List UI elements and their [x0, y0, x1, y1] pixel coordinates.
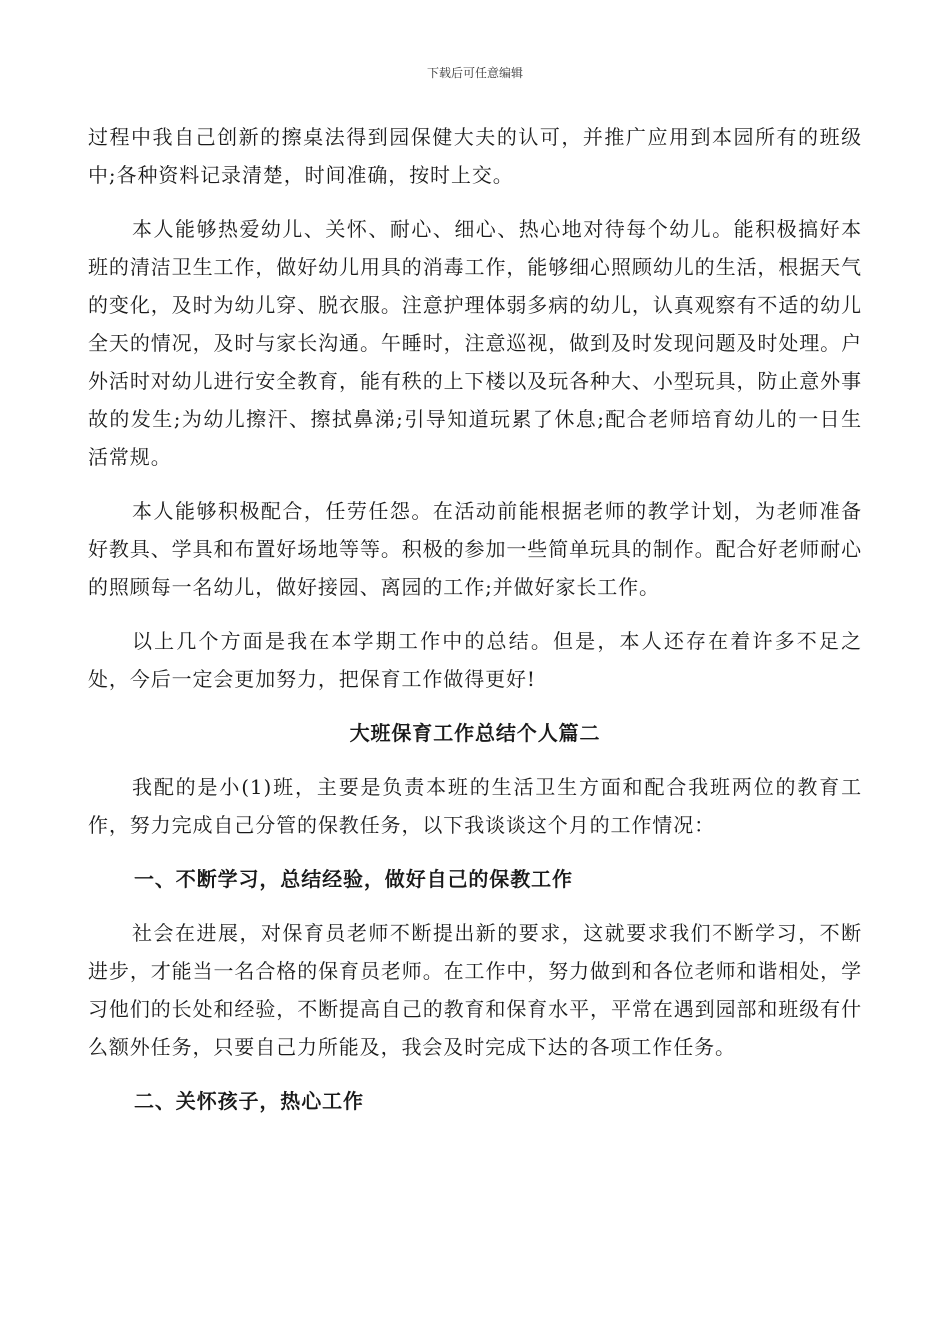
- paragraph-cooperation: 本人能够积极配合，任劳任怨。在活动前能根据老师的教学计划，为老师准备好教具、学具和布置好场地等等。积极的参加一些简单玩具的制作。配合好老师耐心的照顾每一名幼儿，做好接园、离园的工作;并做好家长工作。: [88, 499, 862, 599]
- paragraph-learning: 社会在进展，对保育员老师不断提出新的要求，这就要求我们不断学习，不断进步，才能当一名合格的保育员老师。在工作中，努力做到和各位老师和谐相处，学习他们的长处和经验，不断提高自己的教育和保育水平，平常在遇到园部和班级有什么额外任务，只要自己力所能及，我会及时完成下达的各项工作任务。: [88, 921, 862, 1059]
- paragraph-continued: 过程中我自己创新的擦桌法得到园保健大夫的认可，并推广应用到本园所有的班级中;各种资料记录清楚，时间准确，按时上交。: [88, 125, 862, 187]
- paragraph-intro: 我配的是小(1)班，主要是负责本班的生活卫生方面和配合我班两位的教育工作，努力完成自己分管的保教任务，以下我谈谈这个月的工作情况：: [88, 775, 862, 837]
- subheading-two: 二、关怀孩子，热心工作: [134, 1089, 364, 1113]
- paragraph-summary: 以上几个方面是我在本学期工作中的总结。但是，本人还存在着许多不足之处，今后一定会更加努力，把保育工作做得更好!: [88, 629, 862, 691]
- page-header: 下载后可任意编辑: [426, 66, 523, 80]
- subheading-one: 一、不断学习，总结经验，做好自己的保教工作: [134, 867, 573, 891]
- paragraph-care: 本人能够热爱幼儿、关怀、耐心、细心、热心地对待每个幼儿。能积极搞好本班的清洁卫生工作，做好幼儿用具的消毒工作，能够细心照顾幼儿的生活，根据天气的变化，及时为幼儿穿、脱衣服。注意护理体弱多病的幼儿，认真观察有不适的幼儿全天的情况，及时与家长沟通。午睡时，注意巡视，做到及时发现问题及时处理。户外活时对幼儿进行安全教育，能有秩的上下楼以及玩各种大、小型玩具，防止意外事故的发生;为幼儿擦汗、擦拭鼻涕;引导知道玩累了休息;配合老师培育幼儿的一日生活常规。: [88, 217, 862, 469]
- section-title: 大班保育工作总结个人篇二: [349, 721, 601, 745]
- document-body: [88, 118, 862, 1120]
